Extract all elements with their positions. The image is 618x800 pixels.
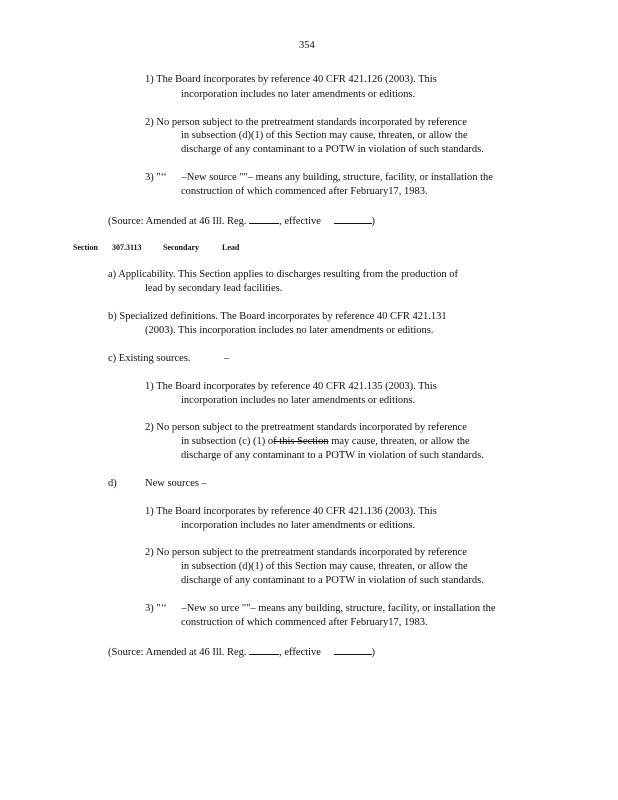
item-2-line-2: in subsection (d)(1) of this Section may cause, threaten, or allow the [181,130,468,141]
d3-definition: "– means any building, structure, facility, or installation the [246,603,496,614]
c2-struck-text: f this Section [273,436,329,447]
subsection-a-line-1: a) Applicability. This Section applies to discharges resulting from the production of [108,269,459,280]
source-note-text: (Source: Amended at 46 Ill. Reg. [108,647,247,658]
c2-line-1: 2) No person subject to the pretreatment standards incorporated by reference [145,422,467,433]
d2-line-1: 2) No person subject to the pretreatment standards incorporated by reference [145,547,467,558]
d2-line-2: in subsection (d)(1) of this Section may cause, threaten, or allow the [181,561,468,572]
c2-line-2 [181,435,470,448]
source-note-text: (Source: Amended at 46 Ill. Reg. [108,216,247,227]
d3-prefix: 3) "‘‘ [145,603,167,614]
section-label: Section [73,243,98,252]
blank-line [249,644,279,655]
d1-line-1: 1) The Board incorporates by reference 40 CFR 421.136 (2003). This [145,506,437,517]
page-number: 354 [299,40,315,51]
item-3-prefix: 3) "‘‘ [145,172,167,183]
blank-line [334,213,372,224]
blank-line [249,213,279,224]
subsection-d-label: d) [108,478,117,489]
source-note-close: ) [371,647,376,658]
section-title-1: Secondary [163,243,199,252]
source-note-close: ) [371,216,376,227]
d2-line-3: discharge of any contaminant to a POTW in violation of such standards. [181,575,484,586]
source-note-effective: , effective [279,647,321,658]
blank-line [334,644,372,655]
subsection-a-line-2: lead by secondary lead facilities. [145,283,283,294]
subsection-b-line-2: (2003). This incorporation includes no later amendments or editions. [145,325,434,336]
item-3-line-1 [145,171,493,184]
subsection-c-dash: – [224,353,230,364]
section-number: 307.3113 [112,243,142,252]
c1-line-2: incorporation includes no later amendments or editions. [181,395,416,406]
d3-term: –New so urce " [181,603,247,614]
section-title-2: Lead [222,243,240,252]
item-1-line-2: incorporation includes no later amendments or editions. [181,89,416,100]
source-note-effective: , effective [279,216,321,227]
subsection-c-line-1: c) Existing sources. [108,353,191,364]
item-2-line-1: 2) No person subject to the pretreatment standards incorporated by reference [145,117,467,128]
d3-line-1 [145,602,496,615]
d3-line-2: construction of which commenced after February17, 1983. [181,617,428,628]
item-3-definition: "– means any building, structure, facility, or installation the [243,172,493,183]
item-1-line-1: 1) The Board incorporates by reference 40 CFR 421.126 (2003). This [145,74,437,85]
item-3-line-2: construction of which commenced after February17, 1983. [181,186,428,197]
source-note-1 [108,213,375,228]
item-2-line-3: discharge of any contaminant to a POTW in violation of such standards. [181,144,484,155]
subsection-b-line-1: b) Specialized definitions. The Board incorporates by reference 40 CFR 421.131 [108,311,447,322]
c2-line-3: discharge of any contaminant to a POTW in violation of such standards. [181,450,484,461]
c1-line-1: 1) The Board incorporates by reference 40 CFR 421.135 (2003). This [145,381,437,392]
d1-line-2: incorporation includes no later amendments or editions. [181,520,416,531]
c2-line-2-end: may cause, threaten, or allow the [328,436,470,447]
c2-line-2-start: in subsection (c) (1) o [181,436,274,447]
source-note-2 [108,644,375,659]
subsection-d-title: New sources – [145,478,207,489]
item-3-term: –New source " [181,172,244,183]
